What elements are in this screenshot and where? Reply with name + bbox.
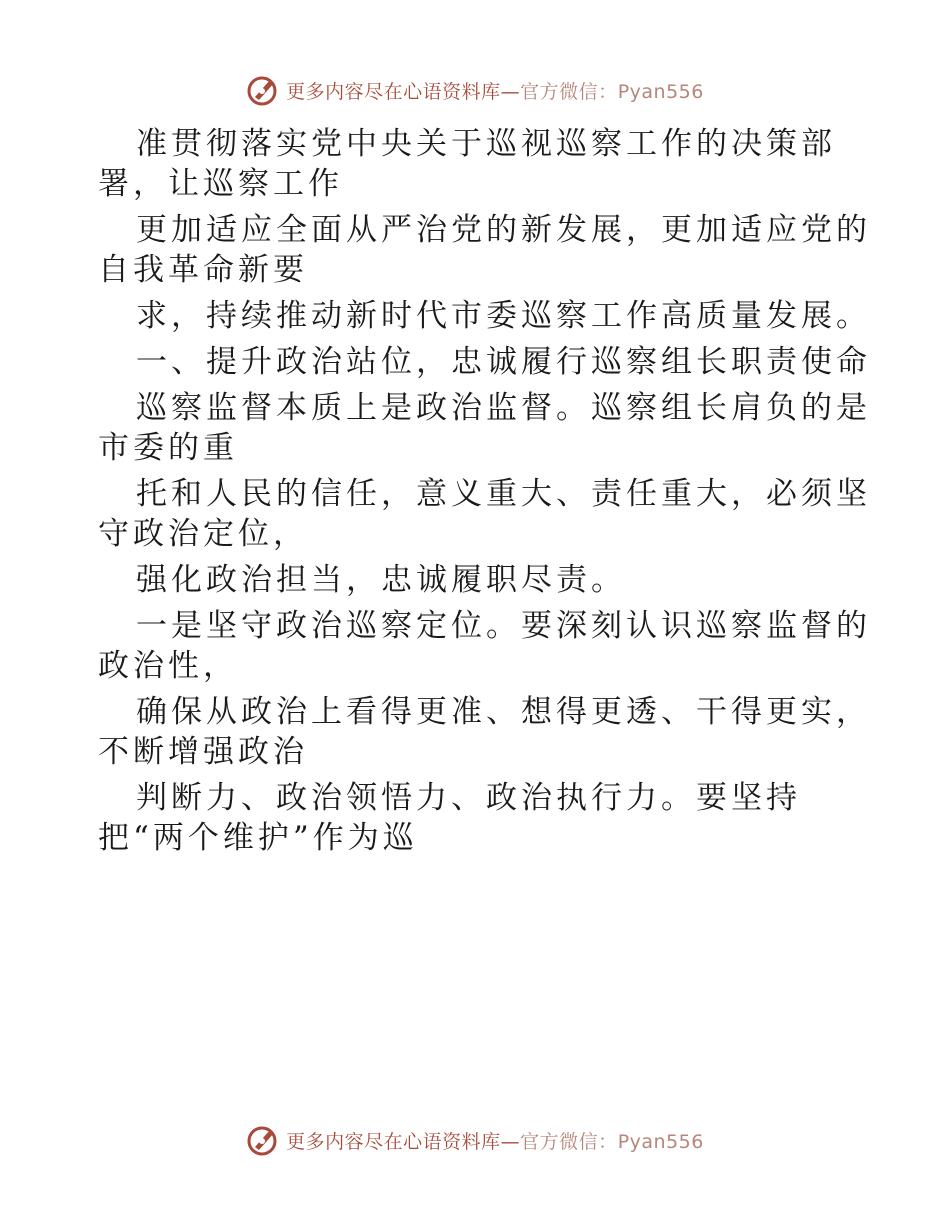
banner-site-text: 更多内容尽在心语资料库 [286, 1130, 501, 1153]
text-line: 把“两个维护”作为巡 [98, 820, 418, 856]
text-line: 巡察监督本质上是政治监督。巡察组长肩负的是 [136, 390, 871, 426]
header-watermark-banner [0, 70, 950, 110]
banner-site-text: 更多内容尽在心语资料库 [286, 80, 501, 103]
text-line: 自我革命新要 [98, 252, 308, 288]
footer-watermark-banner [0, 1120, 950, 1160]
text-line: 托和人民的信任，意义重大、责任重大，必须坚 [136, 476, 871, 512]
text-line: 判断力、政治领悟力、政治执行力。要坚持 [136, 780, 801, 816]
banner-text [286, 77, 704, 104]
banner-wechat-id: Pyan556 [617, 80, 704, 103]
text-line: 强化政治担当，忠诚履职尽责。 [136, 562, 626, 598]
text-line: 署，让巡察工作 [98, 166, 343, 202]
section-heading: 一、提升政治站位，忠诚履行巡察组长职责使命 [136, 344, 871, 380]
text-line: 更加适应全面从严治党的新发展，更加适应党的 [136, 212, 871, 248]
document-body [98, 124, 871, 858]
text-line: 一是坚守政治巡察定位。要深刻认识巡察监督的 [136, 608, 871, 644]
pen-circle-logo-icon [246, 1123, 280, 1157]
text-line: 准贯彻落实党中央关于巡视巡察工作的决策部 [136, 126, 836, 162]
banner-wechat-label: 官方微信： [520, 1130, 618, 1153]
banner-wechat-id: Pyan556 [617, 1130, 704, 1153]
banner-text [286, 1127, 704, 1154]
text-line: 守政治定位， [98, 516, 308, 552]
text-line: 求，持续推动新时代市委巡察工作高质量发展。 [136, 298, 871, 334]
text-line: 不断增强政治 [98, 734, 308, 770]
banner-wechat-label: 官方微信： [520, 80, 618, 103]
banner-dash: — [500, 1130, 521, 1153]
text-line: 政治性， [98, 648, 238, 684]
text-line: 市委的重 [98, 430, 238, 466]
text-line: 确保从政治上看得更准、想得更透、干得更实， [136, 694, 871, 730]
pen-circle-logo-icon [246, 73, 280, 107]
banner-dash: — [500, 80, 521, 103]
